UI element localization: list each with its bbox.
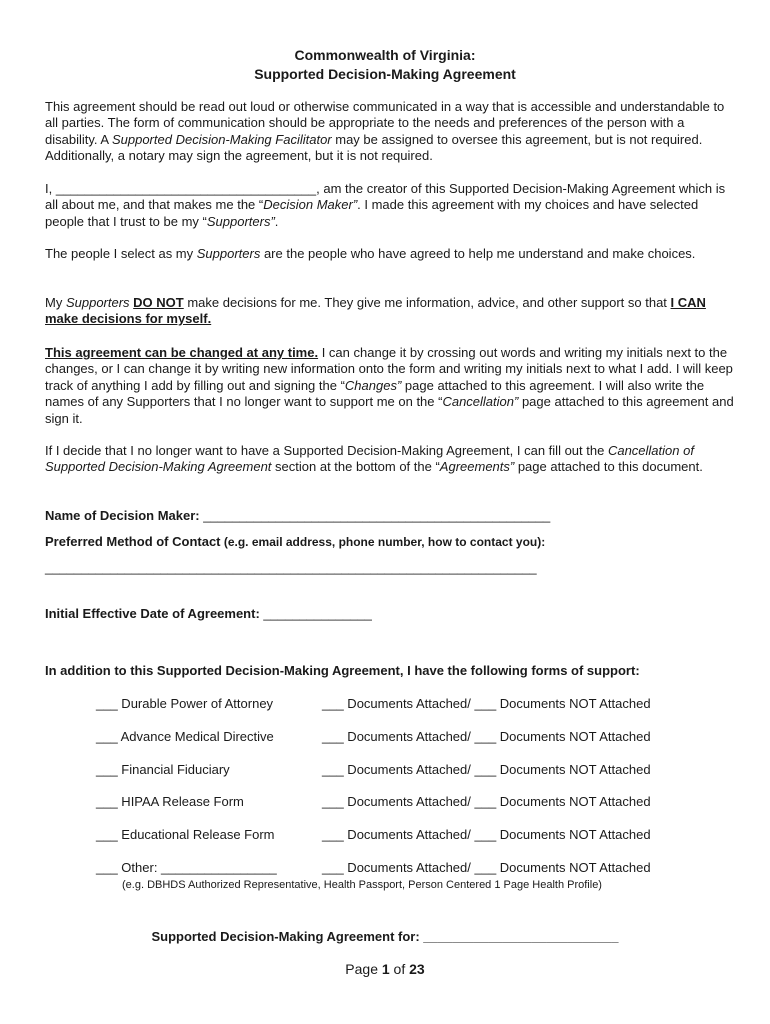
intro-paragraph: This agreement should be read out loud or otherwise communicated in a way that is accessible and understandable to all parties. The form of communication should be appropriate to the needs and preferences of the person with a disability. A Supported Decision-Making Facilitator may be assigned to oversee this agreement, but is not required. Additionally, a notary may sign the agreement, but it is not required. [45,99,725,164]
support-row-other[interactable]: ___ Other: ________________ ___ Documents Attached/ ___ Documents NOT Attached [96,860,651,875]
support-row-educational-release[interactable]: ___ Educational Release Form ___ Documents Attached/ ___ Documents NOT Attached [96,827,651,842]
decision-maker-name-field[interactable]: Name of Decision Maker: ________________________________________________ [45,508,551,523]
cancellation-paragraph: If I decide that I no longer want to have a Supported Decision-Making Agreement, I can fill out the Cancellation of Supported Decision-Making Agreement section at the bottom of the “Agreements” page attached to this document. [45,443,703,475]
agreement-for-field[interactable]: Supported Decision-Making Agreement for: ___________________________ [151,929,619,944]
other-examples-note: (e.g. DBHDS Authorized Representative, Health Passport, Person Centered 1 Page Health Profile) [122,879,602,891]
support-row-financial-fiduciary[interactable]: ___ Financial Fiduciary ___ Documents Attached/ ___ Documents NOT Attached [96,762,651,777]
support-row-hipaa-release[interactable]: ___ HIPAA Release Form ___ Documents Attached/ ___ Documents NOT Attached [96,794,651,809]
document-title-line1: Commonwealth of Virginia: [294,47,476,63]
document-title-line2: Supported Decision-Making Agreement [254,66,516,82]
support-row-advance-medical-directive[interactable]: ___ Advance Medical Directive ___ Documents Attached/ ___ Documents NOT Attached [96,729,651,744]
creator-paragraph: I, ____________________________________, am the creator of this Supported Decision-Making Agreement which is all about me, and that makes me the “Decision Maker”. I made this agreement with my choices and have selected people that I trust to be my “Supporters”. [45,181,726,229]
page-number: Page 1 of 23 [345,961,425,977]
support-forms-heading: In addition to this Supported Decision-Making Agreement, I have the following forms of support: [45,663,640,678]
changes-paragraph: This agreement can be changed at any time. I can change it by crossing out words and writing my initials next to the changes, or I can change it by writing new information onto the form and writing my initials next to what I add. I will keep track of anything I add by filling out and signing the “Changes” page attached to this agreement. I will also write the names of any Supporters that I no longer want to support me on the “Cancellation” page attached to this agreement and sign it. [45,345,734,426]
contact-method-label: Preferred Method of Contact (e.g. email address, phone number, how to contact you): [45,534,546,549]
supporters-role-paragraph: My Supporters DO NOT make decisions for me. They give me information, advice, and other support so that I CAN make decisions for myself. [45,295,706,327]
effective-date-field[interactable]: Initial Effective Date of Agreement: _______________ [45,606,372,621]
supporters-definition-paragraph: The people I select as my Supporters are the people who have agreed to help me understand and make choices. [45,246,696,261]
contact-method-field[interactable]: ____________________________________________________________________ [45,560,537,575]
support-row-durable-poa[interactable]: ___ Durable Power of Attorney ___ Documents Attached/ ___ Documents NOT Attached [96,696,651,711]
